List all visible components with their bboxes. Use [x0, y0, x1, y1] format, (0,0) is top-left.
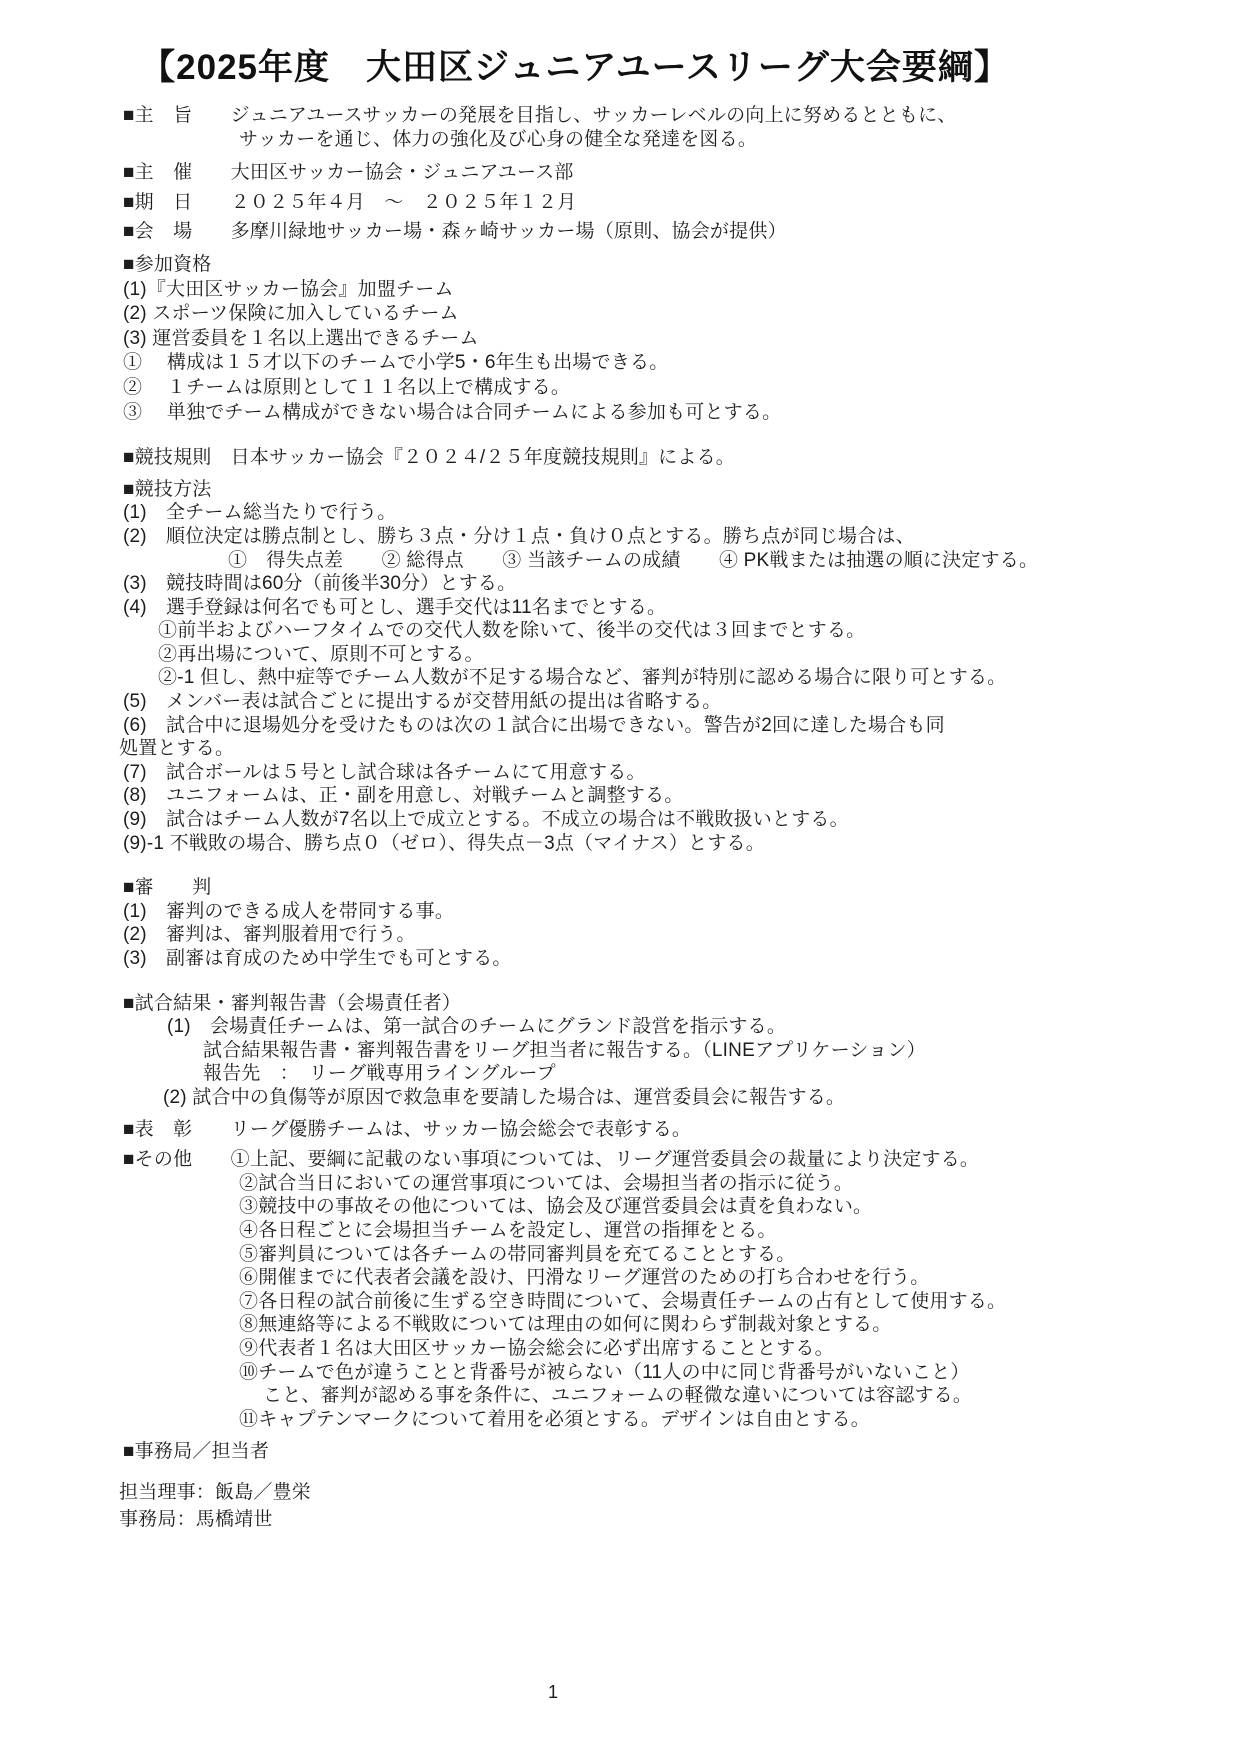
doc-line: (8) ユニフォームは、正・副を用意し、対戦チームと調整する。 [123, 785, 684, 807]
doc-line: ■期 日 ２０２５年４月 ～ ２０２５年１２月 [123, 191, 577, 213]
doc-line: 事務局：馬橋靖世 [119, 1509, 273, 1531]
doc-line: ⑧無連絡等による不戦敗については理由の如何に関わらず制裁対象とする。 [239, 1314, 892, 1336]
doc-line: (1)『大田区サッカー協会』加盟チーム [123, 278, 454, 300]
document-title: 【2025年度 大田区ジュニアユースリーグ大会要綱】 [140, 48, 1010, 87]
doc-line: こと、審判が認める事を条件に、ユニフォームの軽微な違いについては容認する。 [263, 1385, 973, 1407]
doc-line: ②-1 但し、熱中症等でチーム人数が不足する場合など、審判が特別に認める場合に限り可とする。 [158, 667, 1007, 689]
doc-line: ■会 場 多摩川緑地サッカー場・森ヶ崎サッカー場（原則、協会が提供） [123, 221, 787, 243]
doc-line: ⑨代表者１名は大田区サッカー協会総会に必ず出席することとする。 [239, 1337, 834, 1359]
doc-line: ④各日程ごとに会場担当チームを設定し、運営の指揮をとる。 [239, 1219, 777, 1241]
doc-line: (2) スポーツ保険に加入しているチーム [123, 303, 459, 325]
doc-line: ■試合結果・審判報告書（会場責任者） [123, 992, 462, 1014]
doc-line: (4) 選手登録は何名でも可とし、選手交代は11名までとする。 [123, 596, 667, 618]
doc-line: ③ 単独でチーム構成ができない場合は合同チームによる参加も可とする。 [123, 401, 782, 423]
doc-line: ■審 判 [123, 877, 212, 899]
doc-line: ②再出場について、原則不可とする。 [158, 643, 484, 665]
doc-line: ⑥開催までに代表者会議を設け、円滑なリーグ運営のための打ち合わせを行う。 [239, 1267, 930, 1289]
doc-line: ■参加資格 [123, 253, 212, 275]
doc-line: ① 得失点差 ② 総得点 ③ 当該チームの成績 ④ PK戦または抽選の順に決定する。 [228, 549, 1039, 571]
document-body [0, 90, 1240, 1532]
page-number: 1 [547, 1682, 558, 1702]
doc-line: ■競技規則 日本サッカー協会『２０２４/２５年度競技規則』による。 [123, 447, 735, 469]
doc-line: ■その他 ①上記、要綱に記載のない事項については、リーグ運営委員会の裁量により決定する。 [123, 1149, 980, 1171]
doc-line: 試合結果報告書・審判報告書をリーグ担当者に報告する。（LINEアプリケーション） [203, 1039, 926, 1061]
doc-line: 報告先 ： リーグ戦専用ライングループ [203, 1063, 556, 1085]
doc-line: ■事務局／担当者 [123, 1441, 270, 1463]
doc-line: (2) 審判は、審判服着用で行う。 [123, 924, 416, 946]
doc-line: (1) 全チーム総当たりで行う。 [123, 502, 397, 524]
doc-line: (3) 運営委員を１名以上選出できるチーム [123, 327, 479, 349]
doc-line: ⑩チームで色が違うことと背番号が被らない（11人の中に同じ背番号がいないこと） [239, 1361, 970, 1383]
doc-line: (2) 試合中の負傷等が原因で救急車を要請した場合は、運営委員会に報告する。 [163, 1086, 846, 1108]
doc-line: ⑤審判員については各チームの帯同審判員を充てることとする。 [239, 1243, 796, 1265]
doc-line: (3) 副審は育成のため中学生でも可とする。 [123, 948, 512, 969]
doc-line: ■主 催 大田区サッカー協会・ジュニアユース部 [123, 162, 574, 184]
doc-line: ■表 彰 リーグ優勝チームは、サッカー協会総会で表彰する。 [123, 1118, 692, 1140]
doc-line: (6) 試合中に退場処分を受けたものは次の１試合に出場できない。警告が2回に達した場合も同 [123, 714, 945, 736]
doc-line: ③競技中の事故その他については、協会及び運営委員会は責を負わない。 [239, 1196, 873, 1218]
doc-line: (9)-1 不戦敗の場合、勝ち点０（ゼロ）、得失点－3点（マイナス）とする。 [123, 832, 765, 854]
doc-line: (3) 競技時間は60分（前後半30分）とする。 [123, 573, 517, 595]
doc-line: ①前半およびハーフタイムでの交代人数を除いて、後半の交代は３回までとする。 [158, 620, 866, 642]
doc-line: (1) 審判のできる成人を帯同する事。 [123, 900, 455, 922]
doc-line: (9) 試合はチーム人数が7名以上で成立とする。不成立の場合は不戦敗扱いとする。 [123, 809, 849, 831]
doc-line: ■主 旨 ジュニアユースサッカーの発展を目指し、サッカーレベルの向上に努めるとともに、 [123, 105, 957, 126]
doc-line: (2) 順位決定は勝点制とし、勝ち３点・分け１点・負け０点とする。勝ち点が同じ場合は、 [123, 525, 915, 547]
doc-line: (7) 試合ボールは５号とし試合球は各チームにて用意する。 [123, 761, 646, 783]
doc-line: 担当理事：飯島／豊栄 [119, 1481, 312, 1503]
doc-line: ① 構成は１５才以下のチームで小学5・6年生も出場できる。 [123, 352, 669, 374]
doc-line: (5) メンバー表は試合ごとに提出するが交替用紙の提出は省略する。 [123, 691, 722, 713]
doc-line: ■競技方法 [123, 478, 212, 500]
doc-line: (1) 会場責任チームは、第一試合のチームにグランド設営を指示する。 [167, 1016, 787, 1038]
doc-line: 処置とする。 [119, 738, 235, 760]
doc-line: ⑦各日程の試合前後に生ずる空き時間について、会場責任チームの占有として使用する。 [239, 1290, 1007, 1312]
doc-line: ② １チームは原則として１１名以上で構成する。 [123, 376, 571, 398]
doc-line: ⑪キャプテンマークについて着用を必須とする。デザインは自由とする。 [239, 1408, 870, 1430]
doc-line: サッカーを通じ、体力の強化及び心身の健全な発達を図る。 [239, 128, 758, 150]
doc-line: ②試合当日においての運営事項については、会場担当者の指示に従う。 [239, 1172, 854, 1194]
